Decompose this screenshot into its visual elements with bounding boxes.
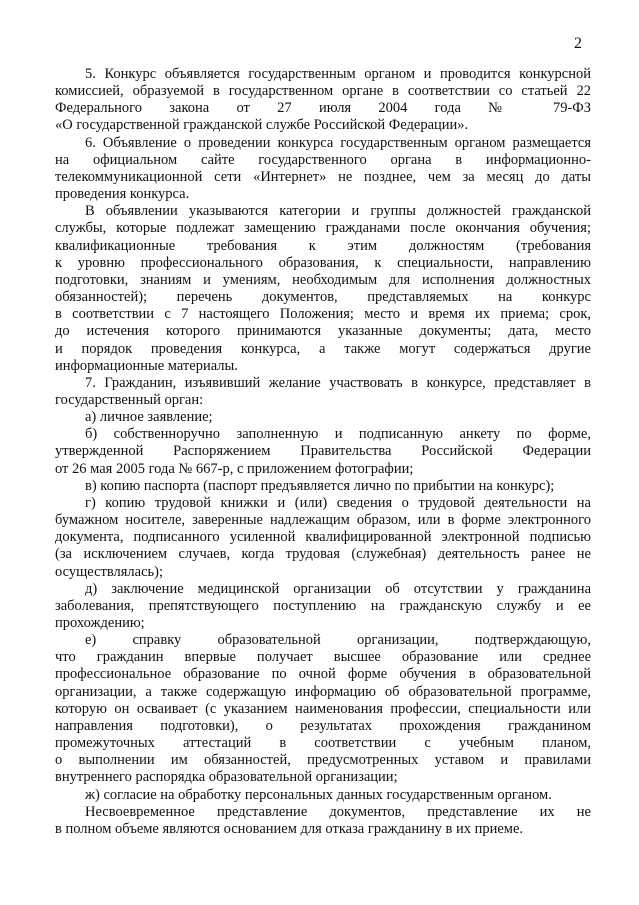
text-line: «О государственной гражданской службе Российской Федерации». [55, 117, 469, 134]
text-line: к уровню профессионального образования, к специальности, направлению [55, 254, 591, 271]
text-line: внутреннего распорядка образовательной организации; [55, 769, 398, 786]
text-line: о выполнении им обязанностей, предусмотренных уставом и правилами [55, 752, 591, 769]
text-line: осуществлялась); [55, 563, 163, 580]
text-line: в соответствии с 7 настоящего Положения; место и время их приема; срок, [55, 306, 591, 323]
text-line: телекоммуникационной сети «Интернет» не позднее, чем за месяц до даты [55, 168, 591, 185]
text-line: 6. Объявление о проведении конкурса государственным органом размещается [85, 134, 591, 151]
text-line: г) копию трудовой книжки и (или) сведения о трудовой деятельности на [85, 494, 591, 511]
text-line: заболевания, препятствующего поступлению на гражданскую службу и ее [55, 597, 591, 614]
text-line: до истечения которого принимаются указанные документы; дата, место [55, 323, 591, 340]
text-line: б) собственноручно заполненную и подписанную анкету по форме, [85, 426, 591, 443]
text-line: проведения конкурса. [55, 186, 190, 203]
text-line: промежуточных аттестаций в соответствии с учебным планом, [55, 735, 591, 752]
text-line: направления подготовки), о результатах прохождения гражданином [55, 717, 591, 734]
text-line: бумажном носителе, заверенные надлежащим образом, или в форме электронного [55, 512, 591, 529]
text-line: ж) согласие на обработку персональных данных государственным органом. [85, 786, 552, 803]
text-line: прохождению; [55, 615, 145, 631]
text-line: и порядок проведения конкурса, а также могут содержаться другие [55, 340, 591, 357]
text-line: В объявлении указываются категории и группы должностей гражданской [85, 203, 591, 220]
text-line: в полном объеме являются основанием для отказа гражданину в их приеме. [55, 820, 524, 837]
text-line: квалификационные требования к этим должностям (требования [55, 237, 591, 254]
text-line: которую он осваивает (с указанием наименования профессии, специальности или [55, 700, 591, 717]
text-line: 5. Конкурс объявляется государственным органом и проводится конкурсной [85, 66, 591, 82]
text-line: (за исключением случаев, когда трудовая (служебная) деятельность ранее не [55, 546, 591, 563]
page-number: 2 [574, 35, 582, 52]
text-line: в) копию паспорта (паспорт предъявляется лично по прибытии на конкурс); [85, 477, 555, 494]
text-line: организации, а также содержащую информацию об образовательной программе, [55, 683, 591, 700]
text-line: информационные материалы. [55, 357, 238, 374]
text-line: профессиональное образование по очной форме обучения в образовательной [55, 666, 591, 683]
text-line: утвержденной Распоряжением Правительства Российской Федерации [55, 443, 591, 460]
text-line: документа, подписанного усиленной квалифицированной электронной подписью [55, 529, 591, 546]
text-line: от 26 мая 2005 года № 667-р, с приложением фотографии; [55, 460, 414, 477]
text-line: подготовки, знаниям и умениям, необходимым для исполнения должностных [55, 271, 591, 288]
text-line: обязанностей); перечень документов, представляемых на конкурс [55, 289, 591, 306]
text-line: а) личное заявление; [85, 409, 213, 426]
text-line: что гражданин впервые получает высшее образование или среднее [55, 649, 591, 666]
text-line: государственный орган: [55, 391, 204, 408]
document-body [55, 66, 591, 838]
text-line: е) справку образовательной организации, подтверждающую, [85, 632, 591, 649]
text-line: на официальном сайте государственного органа в информационно- [55, 151, 591, 168]
text-line: службы, которые подлежат замещению гражданами после окончания обучения; [55, 220, 591, 237]
text-line: Несвоевременное представление документов, представление их не [85, 803, 591, 820]
text-line: Федерального закона от 27 июля 2004 года № 79-ФЗ [55, 100, 591, 117]
text-line: д) заключение медицинской организации об отсутствии у гражданина [85, 580, 591, 597]
text-line: 7. Гражданин, изъявивший желание участвовать в конкурсе, представляет в [85, 374, 591, 391]
text-line: комиссией, образуемой в государственном органе в соответствии со статьей 22 [55, 83, 591, 100]
